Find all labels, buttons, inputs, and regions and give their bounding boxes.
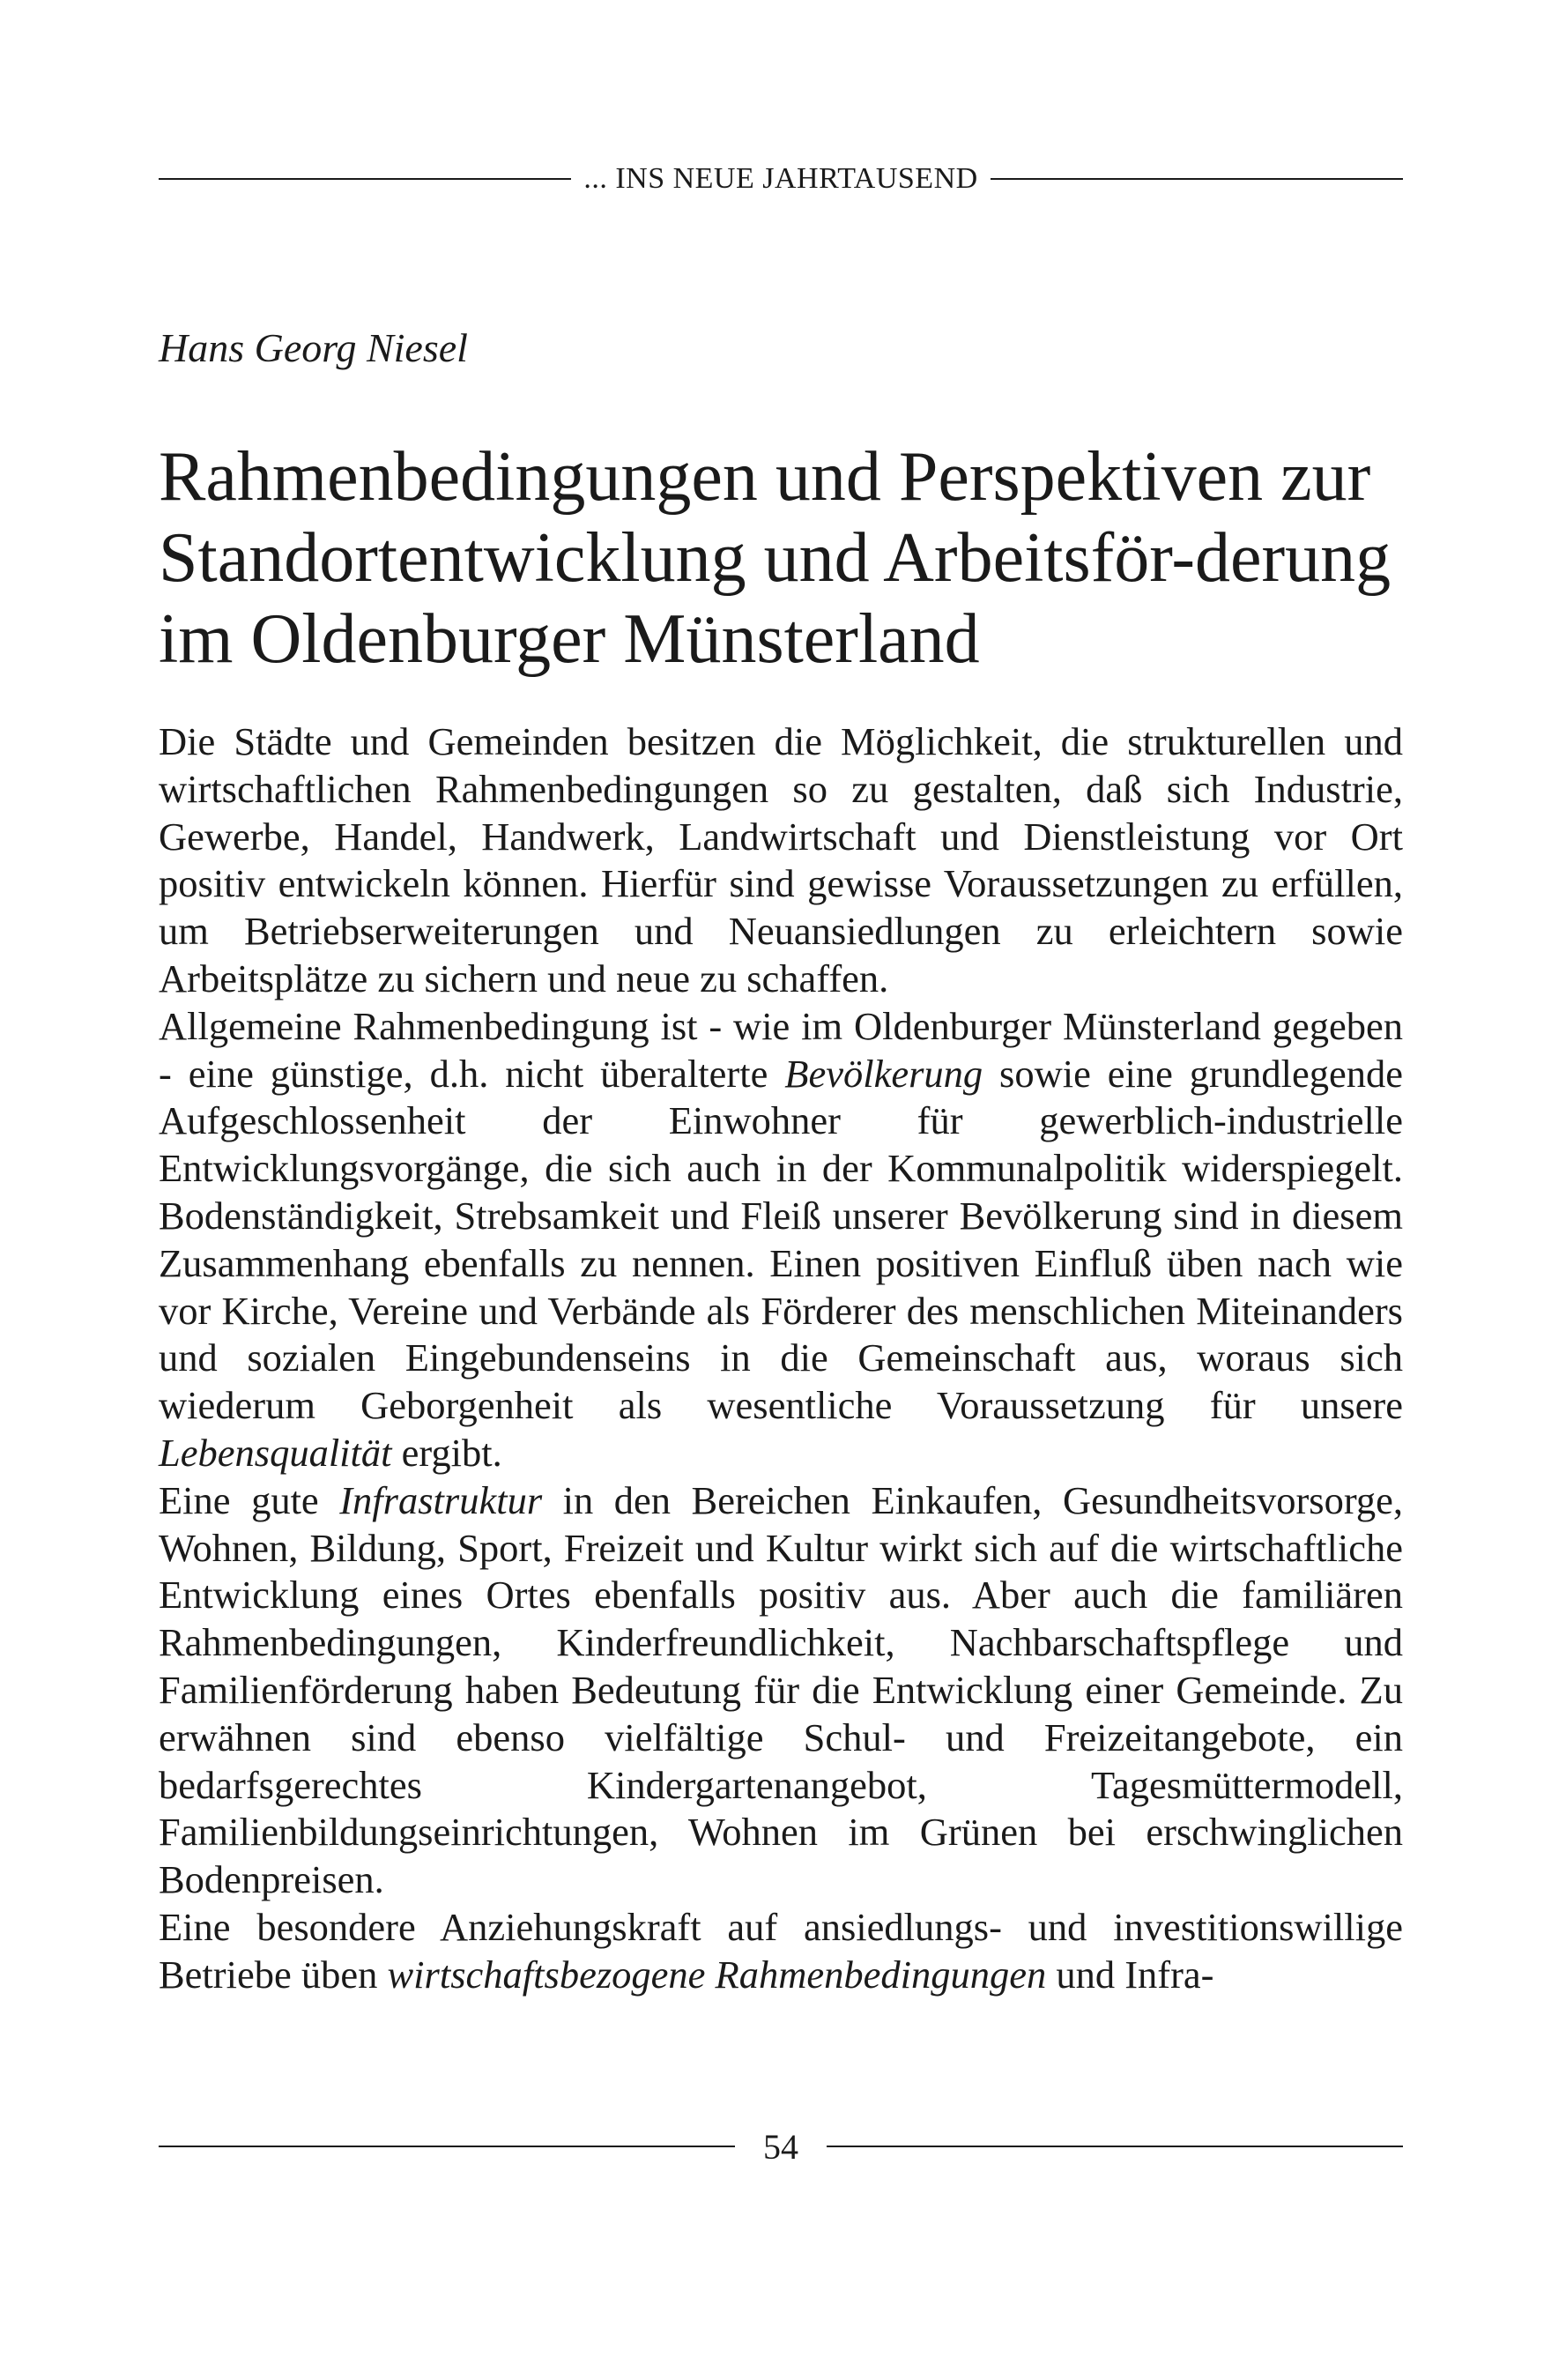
- paragraph-1: [159, 718, 1403, 1003]
- article-title: Rahmenbedingungen und Perspektiven zur Standortentwicklung und Arbeitsför-derung im Oldenburger Münsterland: [159, 438, 1391, 678]
- header-rule-left: [159, 178, 571, 180]
- paragraph-text: Die Städte und Gemeinden besitzen die Möglichkeit, die strukturellen und wirtschaftlichen Rahmenbedingungen so zu gestalten, daß sich Industrie, Gewerbe, Handel, Handwerk, Landwirtschaft und Dienstleistung vor Ort positiv entwickeln können. Hierfür sind gewisse Voraussetzungen zu erfüllen, um Betriebserweiterungen und Neuansiedlungen zu erleichtern sowie Arbeitsplätze zu sichern und neue zu schaffen.: [159, 719, 1403, 1000]
- paragraph-text: sowie eine grundlegende Aufgeschlossenheit der Einwohner für gewerblich-industrielle Entwicklungsvorgänge, die sich auch in der Kommunalpolitik widerspiegelt. Bodenständigkeit, Strebsamkeit und Fleiß unserer Bevölkerung sind in diesem Zusammenhang ebenfalls zu nennen. Einen positiven Einfluß üben nach wie vor Kirche, Vereine und Verbände als Förderer des menschlichen Miteinanders und sozialen Eingebundenseins in die Gemeinschaft aus, woraus sich wiederum Geborgenheit als wesentliche Voraussetzung für unsere: [159, 1051, 1403, 1428]
- emphasis-bevoelkerung: Bevölkerung: [784, 1051, 983, 1096]
- page-number: 54: [763, 2126, 798, 2167]
- emphasis-lebensqualitaet: Lebensqualität: [159, 1430, 392, 1475]
- paragraph-4: [159, 1904, 1403, 1999]
- header-rule-right: [991, 178, 1403, 180]
- paragraph-text: Eine gute: [159, 1477, 340, 1522]
- paragraph-3: [159, 1477, 1403, 1904]
- emphasis-infrastruktur: Infrastruktur: [339, 1477, 543, 1522]
- paragraph-text: Eine besondere Anziehungskraft auf ansiedlungs- und investitionswillige Betriebe üben: [159, 1904, 1403, 1997]
- paragraph-text: und Infra-: [1046, 1952, 1214, 1997]
- footer-rule-right: [827, 2146, 1403, 2147]
- running-header: [159, 157, 1403, 201]
- emphasis-wirtschaftsbezogene-rahmenbedingungen: wirtschaftsbezogene Rahmenbedingungen: [387, 1952, 1047, 1997]
- footer-rule-left: [159, 2146, 735, 2147]
- paragraph-text: ergibt.: [391, 1430, 502, 1475]
- article-body: [159, 718, 1403, 1999]
- author-name: Hans Georg Niesel: [159, 325, 468, 370]
- page-footer: [159, 2124, 1403, 2168]
- paragraph-2: [159, 1003, 1403, 1477]
- paragraph-text: in den Bereichen Einkaufen, Gesundheitsvorsorge, Wohnen, Bildung, Sport, Freizeit und Kultur wirkt sich auf die wirtschaftliche Entwicklung eines Ortes ebenfalls positiv aus. Aber auch die familiären Rahmenbedingungen, Kinderfreundlichkeit, Nachbarschaftspflege und Familienförderung haben Bedeutung für die Entwicklung einer Gemeinde. Zu erwähnen sind ebenso vielfältige Schul- und Freizeitangebote, ein bedarfsgerechtes Kindergartenangebot, Tagesmüttermodell, Familienbildungseinrichtungen, Wohnen im Grünen bei erschwinglichen Bodenpreisen.: [159, 1477, 1403, 1902]
- running-title: ... INS NEUE JAHRTAUSEND: [583, 162, 978, 195]
- paragraph-text: Allgemeine Rahmenbedingung ist - wie im Oldenburger Münsterland gegeben - eine günstige, d.h. nicht überalterte: [159, 1003, 1403, 1096]
